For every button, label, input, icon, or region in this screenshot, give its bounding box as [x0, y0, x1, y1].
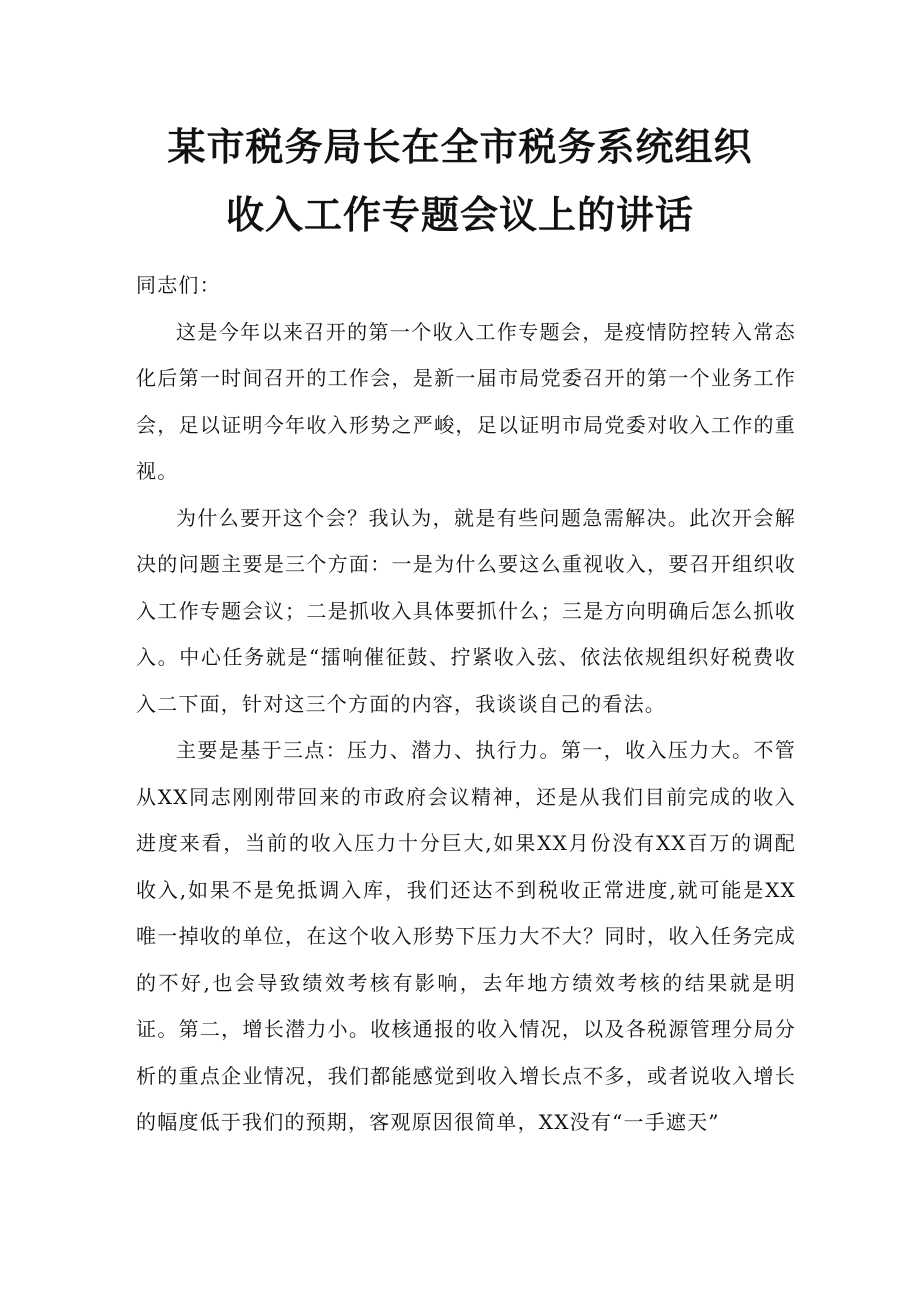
paragraph-2: 为什么要开这个会？我认为，就是有些问题急需解决。此次开会解决的问题主要是三个方面：一是为什么要这么重视收入，要召开组织收入工作专题会议；二是抓收入具体要抓什么；三是方向明确后怎么抓收入。中心任务就是“擂响催征鼓、拧紧收入弦、依法依规组织好税费收入二下面，针对这三个方面的内容，我谈谈自己的看法。 — [136, 505, 796, 716]
salutation: 同志们： — [136, 273, 221, 297]
document-title-line-1: 某市税务局长在全市税务系统组织 — [167, 125, 753, 169]
document-title-line-2: 收入工作专题会议上的讲话 — [225, 193, 694, 237]
document-body — [136, 262, 796, 1146]
paragraph-3: 主要是基于三点：压力、潜力、执行力。第一，收入压力大。不管从XX同志刚刚带回来的市政府会议精神，还是从我们目前完成的收入进度来看，当前的收入压力十分巨大,如果XX月份没有XX百万的调配收入,如果不是免抵调入库，我们还达不到税收正常进度,就可能是XX唯一掉收的单位，在这个收入形势下压力大不大？同时，收入任务完成的不好,也会导致绩效考核有影响，去年地方绩效考核的结果就是明证。第二，增长潜力小。收核通报的收入情况，以及各税源管理分局分析的重点企业情况，我们都能感觉到收入增长点不多，或者说收入增长的幅度低于我们的预期，客观原因很简单，XX没有“一手遮天” — [136, 738, 796, 1134]
paragraph-1: 这是今年以来召开的第一个收入工作专题会，是疫情防控转入常态化后第一时间召开的工作会，是新一届市局党委召开的第一个业务工作会，足以证明今年收入形势之严峻，足以证明市局党委对收入工作的重视。 — [136, 319, 796, 483]
